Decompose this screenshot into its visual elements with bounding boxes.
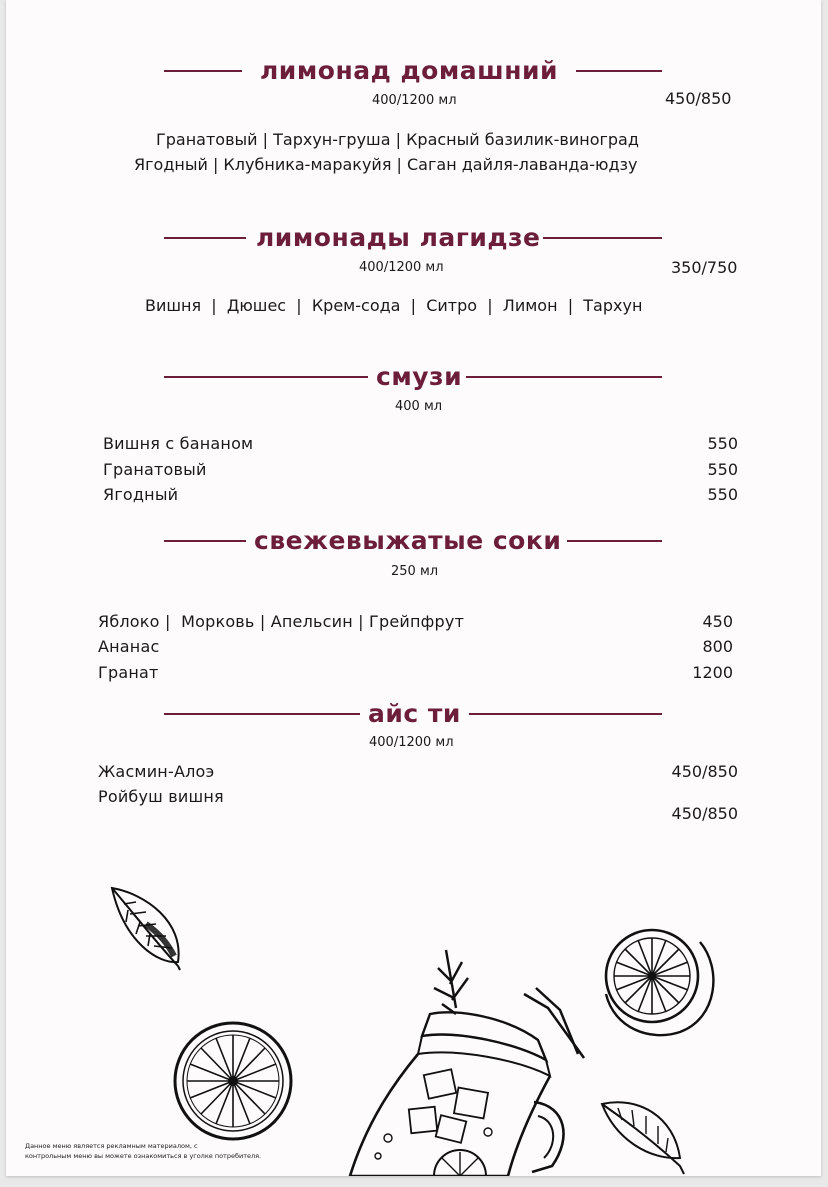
menu-page xyxy=(6,0,821,1176)
divider-line xyxy=(164,237,246,239)
section-title: айс ти xyxy=(368,699,461,728)
section-title: свежевыжатые соки xyxy=(254,526,562,555)
section-price: 350/750 xyxy=(671,258,738,277)
menu-item-price: 550 xyxy=(707,434,738,453)
mason-jar-illustration xyxy=(338,948,588,1176)
section-header-smoothie xyxy=(164,362,662,392)
menu-item-name: Вишня с бананом xyxy=(103,434,254,453)
menu-item-name: Гранат xyxy=(98,663,159,682)
section-title: лимонад домашний xyxy=(260,56,559,85)
section-title: смузи xyxy=(376,362,463,391)
menu-item-price: 450 xyxy=(702,612,733,631)
flavors-line: Ягодный | Клубника-маракуйя | Саган дайля-лаванда-юдзу xyxy=(134,155,638,174)
menu-item-price: 550 xyxy=(707,485,738,504)
menu-item-name: Ананас xyxy=(98,637,160,656)
divider-line xyxy=(543,237,662,239)
divider-line xyxy=(164,540,246,542)
leaf-illustration xyxy=(106,884,186,976)
menu-item-name: Жасмин-Алоэ xyxy=(98,762,215,781)
orange-slice-illustration xyxy=(170,1018,296,1144)
section-volume: 400/1200 мл xyxy=(372,93,457,108)
section-header-juices xyxy=(164,526,662,556)
divider-line xyxy=(466,376,662,378)
menu-item-price: 450/850 xyxy=(671,804,738,823)
divider-line xyxy=(576,70,662,72)
section-title: лимонады лагидзе xyxy=(256,223,541,252)
section-header-lemonade-lagidze xyxy=(164,223,662,253)
section-volume: 400/1200 мл xyxy=(369,735,454,750)
section-volume: 400/1200 мл xyxy=(359,260,444,275)
menu-item-name: Ягодный xyxy=(103,485,179,504)
section-header-ice-tea xyxy=(164,699,662,729)
menu-item-name: Ройбуш вишня xyxy=(98,787,224,806)
divider-line xyxy=(567,540,662,542)
half-orange-illustration xyxy=(600,918,720,1038)
section-volume: 250 мл xyxy=(391,564,439,579)
menu-item-name: Яблоко | Морковь | Апельсин | Грейпфрут xyxy=(98,612,465,631)
menu-item-price: 1200 xyxy=(692,663,733,682)
flavors-line: Вишня | Дюшес | Крем-сода | Ситро | Лимон | Тархун xyxy=(145,296,643,315)
divider-line xyxy=(164,70,242,72)
menu-item-price: 550 xyxy=(707,460,738,479)
menu-item-price: 800 xyxy=(702,637,733,656)
menu-item-price: 450/850 xyxy=(671,762,738,781)
divider-line xyxy=(164,713,360,715)
divider-line xyxy=(469,713,662,715)
disclaimer-text xyxy=(25,1141,261,1161)
disclaimer-line: контрольным меню вы можете ознакомиться в уголке потребителя. xyxy=(25,1152,262,1160)
leaf-illustration xyxy=(598,1096,688,1176)
section-header-lemonade-home xyxy=(164,56,662,86)
section-volume: 400 мл xyxy=(395,399,443,414)
menu-item-name: Гранатовый xyxy=(103,460,207,479)
disclaimer-line: Данное меню является рекламным материалом, с xyxy=(25,1142,198,1150)
flavors-line: Гранатовый | Тархун-груша | Красный базилик-виноград xyxy=(156,130,639,149)
section-price: 450/850 xyxy=(665,89,732,108)
divider-line xyxy=(164,376,368,378)
